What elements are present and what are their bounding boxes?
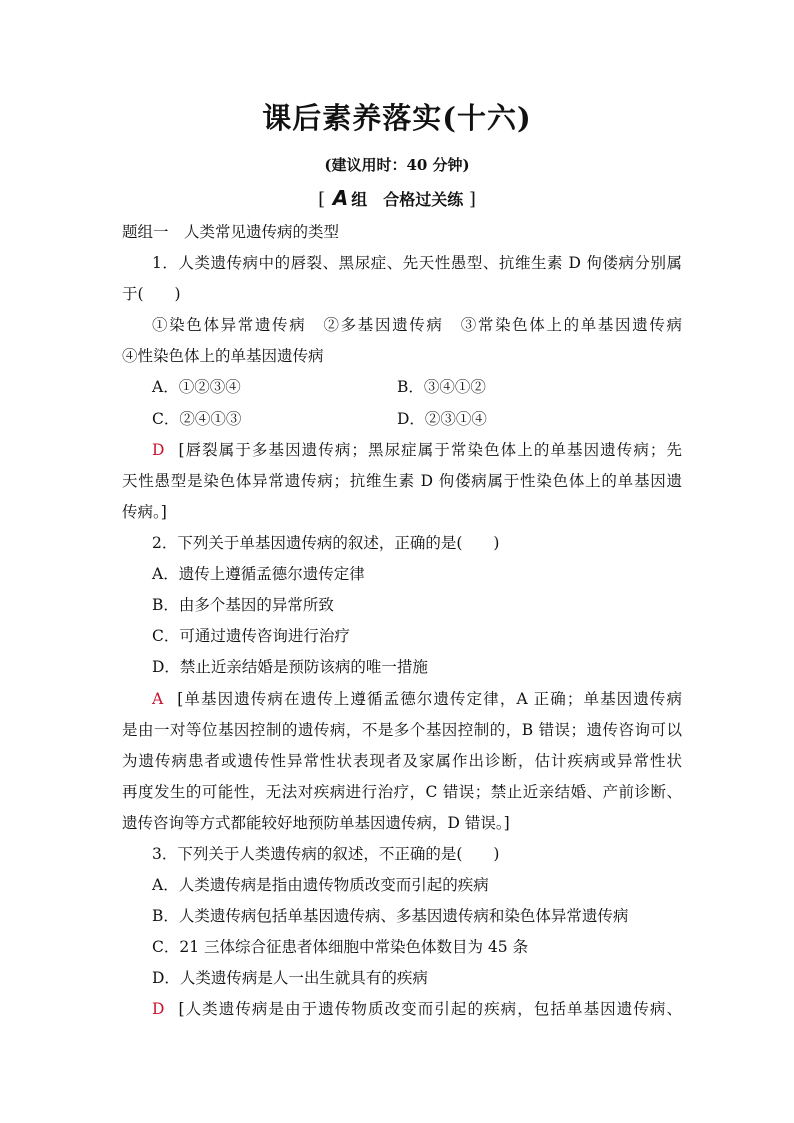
q3-option-d: D．人类遗传病是人一出生就具有的疾病 — [152, 969, 428, 987]
group-letter: A — [332, 186, 349, 210]
q2-option-c: C．可通过遗传咨询进行治疗 — [152, 627, 350, 645]
q3-explanation-line1: D [人类遗传病是由于遗传物质改变而引起的疾病，包括单基因遗传病、 — [152, 1000, 682, 1018]
q2-option-a: A．遗传上遵循孟德尔遗传定律 — [152, 565, 365, 583]
q1-option-c: C．②④①③ — [152, 410, 242, 428]
q2-option-b: B．由多个基因的异常所致 — [152, 596, 334, 614]
q2-explanation-line3: 为遗传病患者或遗传性异常性状表现者及家属作出诊断，估计疾病或异常性状 — [122, 752, 682, 770]
q1-explanation-line3: 传病。] — [122, 503, 167, 521]
q3-answer: D — [152, 1000, 165, 1018]
q1-info-line2: ④性染色体上的单基因遗传病 — [122, 347, 324, 365]
q1-stem-line2: 于( ) — [122, 285, 181, 303]
q3-option-b: B．人类遗传病包括单基因遗传病、多基因遗传病和染色体异常遗传病 — [152, 907, 629, 925]
q2-explanation-line2: 是由一对等位基因控制的遗传病，不是多个基因控制的，B 错误；遗传咨询可以 — [122, 721, 682, 739]
q3-option-a: A．人类遗传病是指由遗传物质改变而引起的疾病 — [152, 876, 489, 894]
q2-answer: A — [152, 690, 164, 708]
q1-explanation-line2: 天性愚型是染色体异常遗传病；抗维生素 D 佝偻病属于性染色体上的单基因遗 — [122, 472, 682, 490]
q2-stem: 2．下列关于单基因遗传病的叙述，正确的是( ) — [152, 534, 500, 552]
q1-info-line1: ①染色体异常遗传病 ②多基因遗传病 ③常染色体上的单基因遗传病 — [152, 316, 682, 334]
time-suggestion: (建议用时：40 分钟) — [324, 156, 470, 174]
group-heading — [0, 186, 794, 210]
q1-stem-line1: 1．人类遗传病中的唇裂、黑尿症、先天性愚型、抗维生素 D 佝偻病分别属 — [152, 254, 682, 272]
page-title: 课后素养落实(十六) — [262, 101, 532, 135]
group-bracket-close: ] — [468, 189, 476, 210]
q1-option-b: B．③④①② — [397, 378, 486, 396]
group-bracket-open: [ — [318, 189, 326, 210]
section-heading: 题组一 人类常见遗传病的类型 — [122, 223, 340, 241]
q3-stem: 3．下列关于人类遗传病的叙述，不正确的是( ) — [152, 845, 500, 863]
q1-option-a: A．①②③④ — [152, 378, 241, 396]
q2-explanation-line4: 再度发生的可能性，无法对疾病进行治疗，C 错误；禁止近亲结婚、产前诊断、 — [122, 783, 682, 801]
q1-explanation-line1: D [唇裂属于多基因遗传病；黑尿症属于常染色体上的单基因遗传病；先 — [152, 441, 682, 459]
group-label: 组 合格过关练 — [351, 190, 464, 209]
q1-option-d: D．②③①④ — [397, 410, 487, 428]
q2-explanation-line5: 遗传咨询等方式都能较好地预防单基因遗传病，D 错误。] — [122, 814, 510, 832]
q3-option-c: C．21 三体综合征患者体细胞中常染色体数目为 45 条 — [152, 938, 529, 956]
q1-answer: D — [152, 441, 165, 459]
q2-explanation-line1: A [单基因遗传病在遗传上遵循孟德尔遗传定律，A 正确；单基因遗传病 — [152, 690, 682, 708]
q2-option-d: D．禁止近亲结婚是预防该病的唯一措施 — [152, 658, 428, 676]
